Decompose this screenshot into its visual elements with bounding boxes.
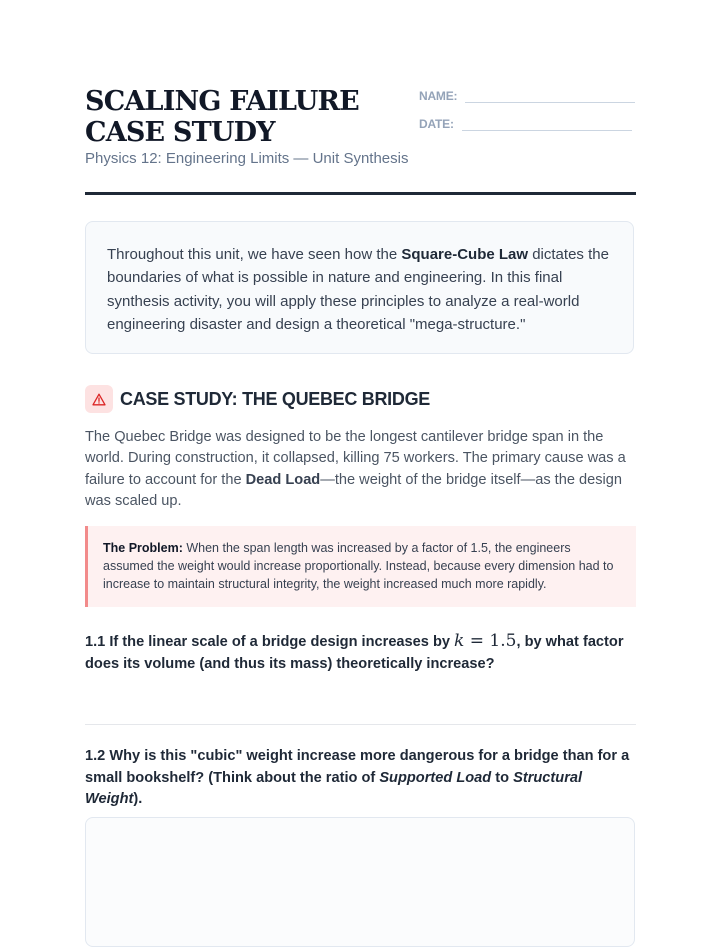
question-divider — [85, 724, 636, 725]
q2-emphasis-supported-load: Supported Load — [379, 769, 492, 786]
question-1-2 — [85, 746, 636, 811]
q1-math-var: k — [454, 631, 465, 651]
date-line[interactable] — [462, 114, 632, 131]
page-subtitle: Physics 12: Engineering Limits — Unit Synthesis — [85, 150, 409, 167]
question-1-1 — [85, 630, 636, 675]
case-study-title: CASE STUDY: THE QUEBEC BRIDGE — [120, 388, 430, 409]
intro-highlight: Square-Cube Law — [401, 246, 529, 263]
answer-box-1-2[interactable] — [85, 817, 635, 947]
q2-text-after: ). — [133, 791, 143, 807]
name-field[interactable] — [419, 86, 635, 103]
worksheet-header — [85, 86, 636, 195]
q2-emphasis-structural-weight: Structural Weight — [85, 769, 583, 807]
name-label: NAME: — [419, 89, 458, 103]
problem-text: When the span length was increased by a factor of 1.5, the engineers assumed the weight would increase proportionally. Instead, because every dimension had to increase to maintain structural integrity, the weight increased much more rapidly. — [103, 541, 614, 591]
name-line[interactable] — [465, 86, 635, 103]
case-study-heading — [85, 385, 430, 413]
warning-triangle-icon — [85, 385, 113, 413]
date-field[interactable] — [419, 114, 632, 131]
dead-load-term: Dead Load — [245, 471, 321, 488]
q1-math — [454, 631, 516, 651]
page-title: SCALING FAILURE CASE STUDY — [85, 86, 359, 148]
intro-text-before: Throughout this unit, we have seen how the — [107, 246, 402, 263]
para-text-before: The Quebec Bridge was designed to be the longest cantilever bridge span in the world. During construction, it collapsed, killing 75 workers. The primary cause was a failure to account for the — [85, 429, 626, 488]
date-label: DATE: — [419, 117, 454, 131]
q2-text-before: 1.2 Why is this "cubic" weight increase more dangerous for a bridge than for a small bookshelf? (Think about the ratio of — [85, 748, 630, 786]
q2-text-mid: to — [491, 769, 514, 786]
q1-text-before: 1.1 If the linear scale of a bridge design increases by — [85, 634, 455, 650]
q1-math-val: 1.5 — [489, 631, 517, 651]
case-study-paragraph — [85, 427, 636, 512]
q1-math-eq: = — [464, 631, 490, 651]
problem-callout — [85, 526, 636, 607]
intro-text-after: dictates the boundaries of what is possible in nature and engineering. In this final synthesis activity, you will apply these principles to analyze a real-world engineering disaster and design a theoretical "mega-structure." — [107, 246, 609, 333]
para-text-after: —the weight of the bridge itself—as the design was scaled up. — [85, 471, 623, 509]
intro-box — [85, 221, 634, 354]
q1-text-after: , by what factor does its volume (and thus its mass) theoretically increase? — [85, 634, 624, 672]
problem-label: The Problem: — [103, 541, 183, 555]
